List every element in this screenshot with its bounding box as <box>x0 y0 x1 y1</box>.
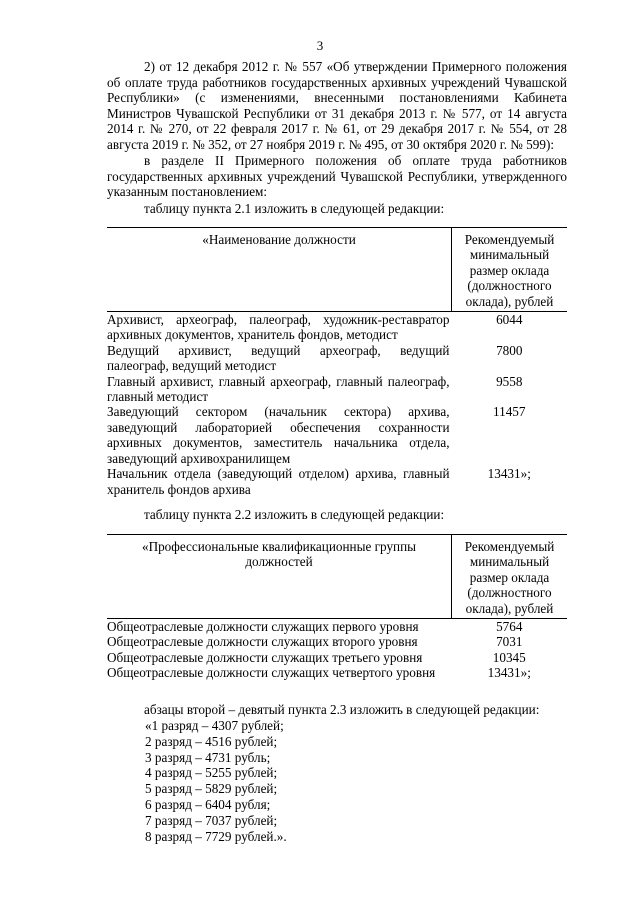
paragraph-2-3-intro: абзацы второй – девятый пункта 2.3 изложить в следующей редакции: <box>144 702 540 717</box>
table-header-row <box>107 228 567 312</box>
position-name: Начальник отдела (заведующий отделом) архива, главный хранитель фондов архива <box>107 466 450 497</box>
table-row <box>107 650 567 665</box>
list-item: 3 разряд – 4731 рубль; <box>145 749 271 765</box>
position-name: Главный архивист, главный археограф, главный палеограф, главный методист <box>107 373 450 405</box>
group-name: Общеотраслевые должности служащих четвертого уровня <box>107 665 436 681</box>
list-item: 4 разряд – 5255 рублей; <box>145 765 278 781</box>
table-header-row <box>107 535 567 619</box>
paragraph-table-2-2-intro: таблицу пункта 2.2 изложить в следующей редакции: <box>144 507 445 522</box>
salary-value: 10345 <box>492 649 526 665</box>
table-header-group: «Профессиональные квалификационные группы должностей <box>107 535 452 619</box>
salary-value: 7031 <box>496 634 523 650</box>
position-name: Ведущий архивист, ведущий археограф, ведущий палеограф, ведущий методист <box>107 342 450 374</box>
table-row <box>107 619 567 635</box>
table-row <box>107 665 567 680</box>
list-item: 2 разряд – 4516 рублей; <box>145 733 278 749</box>
table-row <box>107 374 567 405</box>
table-2-1 <box>107 227 567 497</box>
salary-value: 6044 <box>496 312 523 328</box>
list-item: «1 разряд – 4307 рублей; <box>145 718 284 733</box>
table-row <box>107 343 567 374</box>
table-header-name: «Наименование должности <box>107 228 452 312</box>
list-item: 6 разряд – 6404 рубля; <box>145 796 271 812</box>
table-row <box>107 404 567 466</box>
group-name: Общеотраслевые должности служащих третьего уровня <box>107 649 423 665</box>
table-header-salary: Рекомендуемый минимальный размер оклада (должностного оклада), рублей <box>452 535 568 619</box>
intro-paragraph-1: 2) от 12 декабря 2012 г. № 557 «Об утверждении Примерного положения об оплате труда работников государственных архивных учреждений Чувашской Республики» (с изменениями, внесенными постановлениями Кабинета Министров Чувашской Республики от 31 декабря 2013 г. № 577, от 14 августа 2014 г. № 270, от 22 февраля 2017 г. № 61, от 29 декабря 2017 г. № 554, от 28 августа 2019 г. № 352, от 27 ноября 2019 г. № 495, от 30 октября 2020 г. № 599): <box>107 59 567 152</box>
table-2-2 <box>107 534 567 681</box>
salary-value: 9558 <box>496 373 523 389</box>
table-row <box>107 312 567 343</box>
position-name: Архивист, археограф, палеограф, художник-реставратор архивных документов, хранитель фондов, методист <box>107 312 450 343</box>
table-header-salary: Рекомендуемый минимальный размер оклада (должностного оклада), рублей <box>452 228 568 312</box>
position-name: Заведующий сектором (начальник сектора) архива, заведующий лабораторией обеспечения сохранности архивных документов, заместитель начальника отдела, заведующий архивохранилищем <box>107 404 450 466</box>
salary-value: 11457 <box>493 404 526 420</box>
salary-value: 13431»; <box>487 466 531 482</box>
list-item: 8 разряд – 7729 рублей.». <box>145 828 287 844</box>
table-row <box>107 634 567 649</box>
table-row <box>107 466 567 497</box>
group-name: Общеотраслевые должности служащих первого уровня <box>107 619 419 635</box>
intro-paragraph-2: в разделе II Примерного положения об оплате труда работников государственных архивных учреждений Чувашской Республики, утвержденного указанным постановлением: <box>107 153 567 200</box>
list-item: 5 разряд – 5829 рублей; <box>145 781 278 797</box>
salary-value: 7800 <box>496 342 523 358</box>
list-item: 7 разряд – 7037 рублей; <box>145 812 278 828</box>
rank-salary-list <box>145 718 287 844</box>
page-number: 3 <box>316 38 324 53</box>
intro-paragraph-3: таблицу пункта 2.1 изложить в следующей редакции: <box>144 201 445 216</box>
salary-value: 13431»; <box>487 665 531 681</box>
salary-value: 5764 <box>496 619 523 635</box>
group-name: Общеотраслевые должности служащих второго уровня <box>107 634 418 650</box>
